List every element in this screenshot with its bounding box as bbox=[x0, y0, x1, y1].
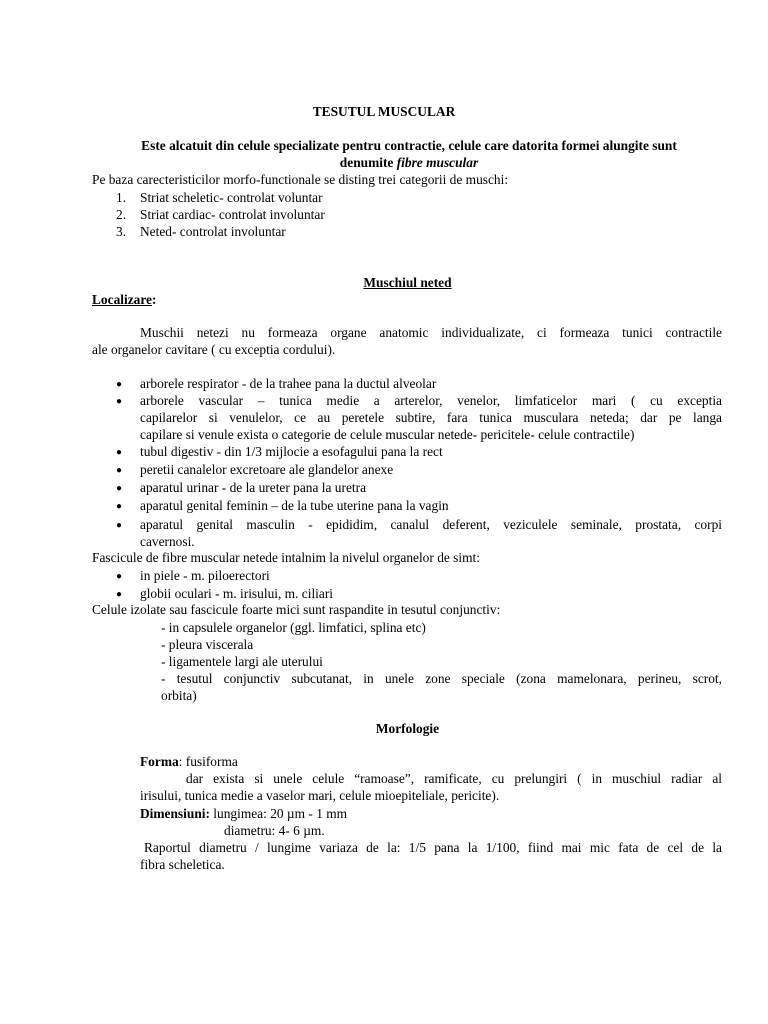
bullet-icon: ● bbox=[116, 501, 123, 512]
category-item-1: Striat scheletic- controlat voluntar bbox=[140, 190, 323, 205]
list-item: globii oculari - m. irisului, m. ciliari bbox=[140, 586, 334, 601]
list-item: aparatul genital masculin - epididim, canalul deferent, veziculele seminale, prostata, corpi bbox=[140, 517, 722, 532]
bullet-icon: ● bbox=[116, 520, 123, 531]
intro-line-1: Este alcatuit din celule specializate pentru contractie, celule care datorita formei alungite sunt bbox=[141, 138, 677, 153]
fascicule-intro: Fascicule de fibre muscular netede intalnim la nivelul organelor de simt: bbox=[92, 550, 480, 565]
izolate-intro: Celule izolate sau fascicule foarte mici sunt raspandite in tesutul conjunctiv: bbox=[92, 602, 501, 617]
dash-item: - in capsulele organelor (ggl. limfatici, splina etc) bbox=[161, 620, 426, 635]
intro-line-2: denumite fibre muscular bbox=[339, 155, 479, 170]
document-title: TESUTUL MUSCULAR bbox=[312, 104, 456, 119]
list-item: arborele respirator - de la trahee pana la ductul alveolar bbox=[140, 376, 437, 391]
section-heading-morfologie: Morfologie bbox=[375, 721, 440, 736]
diametru-line: diametru: 4- 6 µm. bbox=[224, 823, 325, 838]
category-number-2: 2. bbox=[116, 207, 127, 222]
category-number-3: 3. bbox=[116, 224, 127, 239]
bullet-icon: ● bbox=[116, 483, 123, 494]
dash-item: - ligamentele largi ale uterului bbox=[161, 654, 323, 669]
bullet-icon: ● bbox=[116, 396, 123, 407]
raport-line-2: fibra scheletica. bbox=[140, 857, 225, 872]
list-item: peretii canalelor excretoare ale glandelor anexe bbox=[140, 462, 394, 477]
list-item: aparatul urinar - de la ureter pana la uretra bbox=[140, 480, 367, 495]
raport-line-1: Raportul diametru / lungime variaza de la: 1/5 pana la 1/100, fiind mai mic fata de cel de la bbox=[144, 840, 722, 855]
category-item-3: Neted- controlat involuntar bbox=[140, 224, 286, 239]
localizare-label: Localizare: bbox=[92, 292, 157, 307]
fibre-muscular-term: fibre muscular bbox=[396, 155, 479, 170]
dash-item: - tesutul conjunctiv subcutanat, in unele zone speciale (zona mamelonara, perineu, scrot, bbox=[161, 671, 722, 686]
list-item: aparatul genital feminin – de la tube uterine pana la vagin bbox=[140, 498, 449, 513]
list-item: in piele - m. piloerectori bbox=[140, 568, 270, 583]
dash-item-continued: orbita) bbox=[161, 688, 197, 703]
list-item-continued: capilare si venule exista o categorie de celule muscular netede- pericitele- celule contractile) bbox=[140, 427, 635, 442]
bullet-icon: ● bbox=[116, 465, 123, 476]
bullet-icon: ● bbox=[116, 571, 123, 582]
list-item-continued: capilarelor si venulelor, ce au peretele subtire, fara tunica musculara neteda; dar pe langa bbox=[140, 410, 722, 425]
forma-line: Forma: fusiforma bbox=[140, 754, 238, 769]
dash-item: - pleura viscerala bbox=[161, 637, 254, 652]
list-item-continued: cavernosi. bbox=[140, 534, 195, 549]
section-heading-neted: Muschiul neted bbox=[363, 275, 452, 290]
bullet-icon: ● bbox=[116, 447, 123, 458]
forma-detail-line-1: dar exista si unele celule “ramoase”, ramificate, cu prelungiri ( in muschiul radiar al bbox=[186, 771, 722, 786]
bullet-icon: ● bbox=[116, 589, 123, 600]
category-item-2: Striat cardiac- controlat involuntar bbox=[140, 207, 325, 222]
bullet-icon: ● bbox=[116, 379, 123, 390]
forma-detail-line-2: irisului, tunica medie a vaselor mari, celule mioepiteliale, pericite). bbox=[140, 788, 500, 803]
list-item: tubul digestiv - din 1/3 mijlocie a esofagului pana la rect bbox=[140, 444, 443, 459]
neted-paragraph-line-1: Muschii netezi nu formeaza organe anatomic individualizate, ci formeaza tunici contractile bbox=[140, 325, 722, 340]
dimensiuni-line: Dimensiuni: lungimea: 20 µm - 1 mm bbox=[140, 806, 348, 821]
categories-intro: Pe baza carecteristicilor morfo-functionale se disting trei categorii de muschi: bbox=[92, 172, 509, 187]
category-number-1: 1. bbox=[116, 190, 127, 205]
list-item: arborele vascular – tunica medie a arterelor, venelor, limfaticelor mari ( cu exceptia bbox=[140, 393, 722, 408]
neted-paragraph-line-2: ale organelor cavitare ( cu exceptia cordului). bbox=[92, 342, 336, 357]
